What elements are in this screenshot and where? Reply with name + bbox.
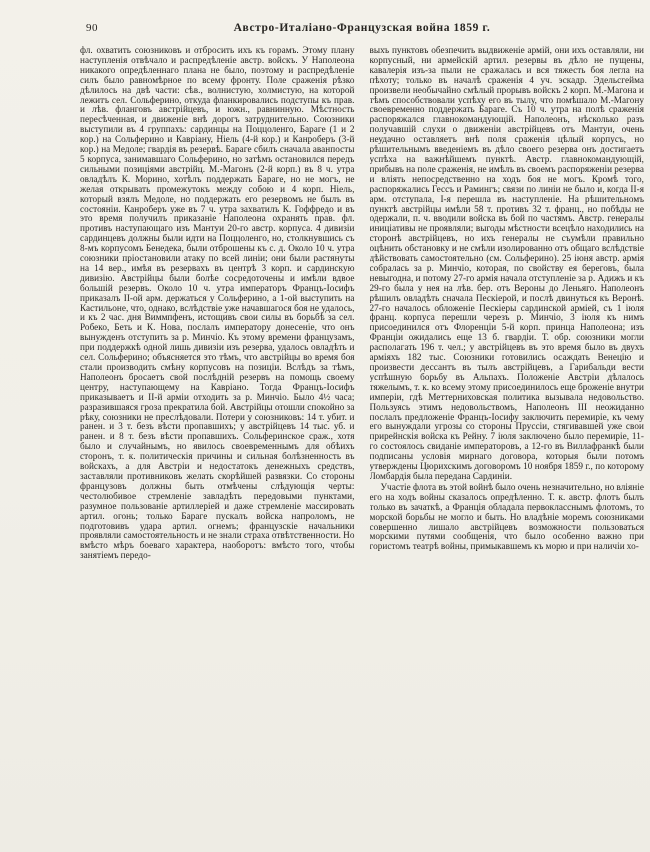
fleet-participation-paragraph: Участіе флота въ этой войнѣ было очень незначительно, но вліяніе его на ходъ войны сказалось опредѣленно. Т. к. австр. флотъ былъ только въ зачаткѣ, а Франція обладала первокласснымъ флотомъ, то морской борьбы не могло и быть. Но владѣніе моремъ союзниками совершенно лишало австрійцевъ возможности пользоваться морскими путями сообщенія, что было особенно важно при гористомъ театрѣ войны, примыкавшемъ къ морю и при наличіи хо-: [369, 481, 644, 552]
page-header: [80, 22, 644, 40]
left-column-paragraph: фл. охватить союзниковъ и отбросить ихъ къ горамъ. Этому плану наступленія отвѣчало и распредѣленіе австр. войскъ. У Наполеона никакого опредѣленнаго плана не было, поэтому и распредѣленіе силъ было равномѣрное по всему фронту. Поле сраженія рѣзко дѣлилось на двѣ части: сѣв., волнистую, холмистую, на которой лежитъ сел. Сольферино, откуда фланкировались подступы къ прав. и лѣв. фланговъ австрійцевъ, и южн., равнинную. Мѣстность пересѣченная, и движеніе внѣ дорогъ затруднительно. Союзники выступили въ 4 группахъ: сардинцы на Поццоленго, Бараге (1 и 2 кор.) на Сольферино и Кавріану, Ніель (4-й кор.) и Канроберъ (3-й кор.) на Медоле; гвардія въ резервѣ. Бараге сбилъ сначала аванпосты 5 корпуса, занимавшаго Сольферино, но затѣмъ остановился передъ сильными позиціями австрійц. М.-Магонъ (2-й корп.) въ 8 ч. утра овладѣлъ К. Морино, хотѣлъ поддержать Бараге, но не могъ, не желая открывать промежутокъ между собою и 4 корп. Ніель, который взялъ Медоле, но поддержать его резервомъ не былъ въ состояніи. Канроберъ уже въ 7 ч. утра захватилъ К. Гоффредо и въ это время получилъ приказаніе Наполеона охранять прав. фл. противъ наступающаго изъ Мантуи 20-го австр. корпуса. 4 дивизіи сардинцевъ должны были идти на Поццоленго, но, столкнувшись съ 8-мъ корпусомъ Бенедека, были отброшены къ с. д. Около 10 ч. утра союзники пріостановили атаку по всей линіи; они были растянуты на 14 вер., имѣя въ резервахъ въ центрѣ 3 корп. и сардинскую дивизію. Австрійцы были болѣе сосредоточены и имѣли вдвое большій резервъ. Около 10 ч. утра императоръ Францъ-Іосифъ приказалъ II-ой арм. держаться у Сольферино, а 1-ой выступить на Кастильоне, что, однако, вслѣдствіе уже начавшагося боя не удалось, и къ 2 час. дня Виммпфенъ, истощивъ свои силы въ борьбѣ за сел. Робеко, Беть и К. Нова, послалъ императору донесеніе, что онъ вынужденъ отступить за р. Минчіо. Къ этому времени французамъ, при поддержкѣ одной лишь дивизіи изъ резерва, удалось овладѣть и сел. Сольферино; объясняется это тѣмъ, что австрійцы во время боя стали производить смѣну корпусовъ на позиціи. Вслѣдъ за тѣмъ, Наполеонъ бросаетъ свой послѣдній резервъ на помощь своему центру, наступающему на Кавріано. Тогда Францъ-Іосифъ приказываетъ и II-й арміи отходить за р. Минчіо. Было 4½ часа; разразившаяся гроза прекратила бой. Австрійцы отошли спокойно за рѣку, союзники не преслѣдовали. Потери у союзниковъ: 14 т. убит. и ранен. и 3 т. безъ вѣсти пропавшихъ; у австрійцевъ 14 тыс. уб. и ранен. и 8 т. безъ вѣсти пропавшихъ. Сольферинское сраж., хотя было и случайнымъ, но явилось своевременнымъ для обѣихъ сторонъ, т. к. политическія причины и сильная болѣзненность въ войскахъ, а для Австріи и недостатокъ денежныхъ средствъ, заставляли противниковъ желать скорѣйшей развязки. Со стороны французовъ должны быть отмѣчены слѣдующія черты: честолюбивое стремленіе завладѣть передовыми пунктами, разумное пользованіе артиллеріей и даже стремленіе массировать артил. огонь; только Бараге пускалъ войска напроломъ, не подготовивъ удара артил. огнемъ; французскіе начальники проявляли самостоятельность и не знали страха отвѣтственности. Но вмѣсто мѣръ боеваго характера, наоборотъ: вмѣсто того, чтобы занятіемъ передо-: [80, 46, 355, 561]
page-number: 90: [86, 22, 98, 34]
running-title: Австро-Италіано-Французская война 1859 г.: [233, 22, 491, 34]
left-column: [80, 46, 355, 846]
right-column-paragraph: выхъ пунктовъ обезпечить выдвиженіе армій, они ихъ оставляли, ни корпусный, ни армейскій артил. резервы въ дѣло не пущены, кавалерія изъ-за пыли не сражалась и вся тяжесть боя легла на пѣхоту; только въ началѣ сраженія 4 уч. эскадр. Эдельсгейма произвели необычайно смѣлый прорывъ войскъ 2 корп. М.-Магона и тѣмъ способствовали успѣху его въ тылу, что помѣшало М.-Магону своевременно поддержать Бараге. Съ 10 ч. утра на полѣ сраженія распоряжался главнокомандующій. Наполеонъ, нѣсколько разъ получавшій слухи о движеніи австрійцевъ отъ Мантуи, очень неудачно оставляетъ внѣ поля сраженія цѣлый корпусъ, но рѣшительнымъ введеніемъ въ дѣло своего резерва онъ достигаетъ успѣха на важнѣйшемъ пунктѣ. Австр. главнокомандующій, прибывъ на поле сраженія, не имѣлъ въ своемъ распоряженіи резерва и вліять непосредственно на ходъ боя не могъ. Кромѣ того, распоряжались Гессъ и Рамингъ; связи по линіи не было и, когда II-я арм. отступала, I-я перешла въ наступленіе. На рѣшительномъ пунктѣ австрійцы имѣли 58 т. противъ 32 т. франц., но побѣды не одержали, п. ч. вводили войска въ бой по частямъ. Австр. генералы иниціативы не проявляли; выгоды мѣстности всецѣло находились на сторонѣ австрійцевъ, но ихъ генералы не съумѣли правильно оцѣнить обстановку и не смѣли изолированно отъ общаго вслѣдствіе дѣйствовать самостоятельно (см. Сольферино). 25 іюня австр. армія собралась за р. Минчіо, которая, по свойству ея береговъ, была невыгодна, и потому 27-го армія начала отступленіе за р. Адижъ и къ 29-го была у нея на лѣв. бер. отъ Вероны до Леньяго. Наполеонъ рѣшилъ овладѣть сначала Пескіерой, и послѣ двинуться къ Веронѣ. 27-го началось обложеніе Пескіеры сардинской арміей, съ 1 іюля франц. корпуса перешли черезъ р. Минчіо, 3 іюля къ нимъ присоединился отъ Флоренціи 5-й корп. принца Наполеона; изъ Франціи ожидались еще 13 б. гвардіи. Т. обр. союзники могли располагать 196 т. чел.; у австрійцевъ въ это время было въ двухъ арміяхъ 182 тыс. Союзники готовились осаждать Венецію и произвести дессантъ въ тылъ австрійцевъ, а Гарибальди вести успѣшную борьбу въ Альпахъ. Положеніе Австріи дѣлалось тяжелымъ, т. к. ко всему этому присоединилось еще броженіе внутри имперіи, гдѣ Меттерниховская политика вызывала недовольство. Пользуясь этимъ недовольствомъ, Наполеонъ III неожиданно послалъ предложеніе Францъ-Іосифу заключить перемиріе, къ чему его вынуждали угрозы со стороны Пруссіи, стягивавшей уже свои прирейнскія войска къ Рейну. 7 іюля заключено было перемиріе, 11-го состоялось свиданіе императоровъ, а 12-го въ Виллафранкѣ были подписаны условія мирнаго договора, которыя были потомъ утверждены Цюрихскимъ договоромъ 10 ноября 1859 г., по которому Ломбардія была передана Сардиніи.: [369, 46, 644, 481]
text-columns: [80, 46, 644, 846]
right-column: [370, 46, 645, 846]
